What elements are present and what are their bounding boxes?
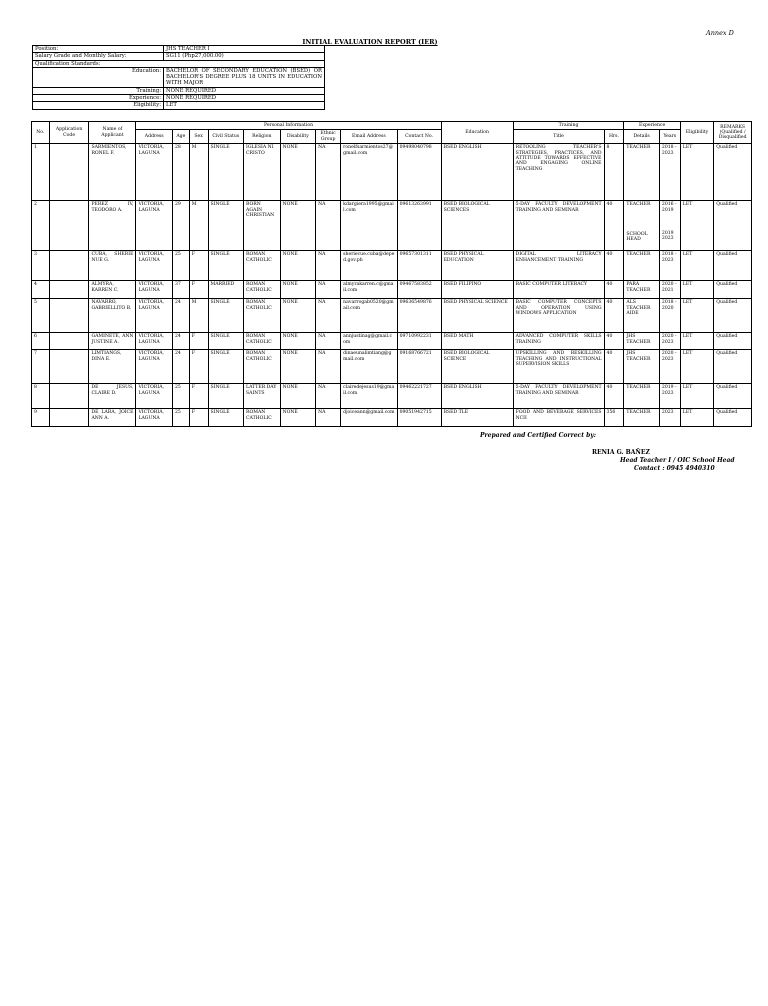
cell-contact: 09168766721 bbox=[397, 350, 441, 384]
cell-sex: F bbox=[189, 384, 208, 409]
header-disability: Disability bbox=[280, 130, 316, 144]
header-exp-details: Details bbox=[624, 130, 660, 144]
cell-age: 24 bbox=[173, 299, 190, 333]
cell-education: BSED PHYSICAL EDUCATION bbox=[441, 251, 513, 281]
cell-disability: NONE bbox=[280, 144, 316, 201]
cell-exp-details: TEACHER bbox=[624, 144, 660, 201]
signatory-name: RENIA G. BAÑEZ bbox=[592, 449, 650, 456]
eligibility-label: Eligibility: bbox=[33, 102, 164, 109]
cell-exp-details: TEACHER bbox=[624, 409, 660, 427]
exp-detail-2: SCHOOL HEAD bbox=[626, 231, 648, 243]
cell-training-title: RETOOLING TEACHER'S STRATEGIES, PRACTICES, AND ATTITUDE TOWARDS EFFECTIVE AND ENGAGING ONLINE TEACHING bbox=[513, 144, 604, 201]
cell-sex: F bbox=[189, 251, 208, 281]
table-row bbox=[32, 299, 752, 333]
cell-exp-details: TEACHER bbox=[624, 384, 660, 409]
cell-training-hrs: 40 bbox=[604, 251, 624, 281]
cell-address: VICTORIA, LAGUNA bbox=[136, 350, 173, 384]
cell-name: GAMINETE, ANN JUSTINE A. bbox=[89, 333, 136, 350]
cell-training-title: 5-DAY FACULTY DEVELOPMENT TRAINING AND SEMINAR bbox=[513, 201, 604, 251]
cell-sex: M bbox=[189, 299, 208, 333]
cell-app-code bbox=[49, 144, 89, 201]
cell-exp-details: JHS TEACHER bbox=[624, 333, 660, 350]
cell-ethnic-group: NA bbox=[316, 299, 341, 333]
cell-training-title: FOOD AND BEVERAGE SERVICES NCII bbox=[513, 409, 604, 427]
cell-training-title: ADVANCED COMPUTER SKILLS TRAINING bbox=[513, 333, 604, 350]
cell-remarks: Qualified bbox=[714, 333, 752, 350]
cell-training-hrs: 40 bbox=[604, 299, 624, 333]
cell-email: sheriecue.cuba@deped.gov.ph bbox=[341, 251, 397, 281]
cell-exp-years: 2020 - 2023 bbox=[659, 350, 680, 384]
header-education: Education bbox=[441, 122, 513, 144]
cell-app-code bbox=[49, 281, 89, 299]
cell-religion: ROMAN CATHOLIC bbox=[244, 333, 281, 350]
header-address: Address bbox=[136, 130, 173, 144]
cell-eligibility: LET bbox=[680, 350, 713, 384]
prepared-by-label: Prepared and Certified Correct by: bbox=[480, 432, 596, 439]
cell-remarks: Qualified bbox=[714, 384, 752, 409]
cell-age: 24 bbox=[173, 333, 190, 350]
cell-contact: 09467583852 bbox=[397, 281, 441, 299]
header-experience: Experience bbox=[624, 122, 680, 130]
cell-name: DE JESUS, CLAIRE D. bbox=[89, 384, 136, 409]
cell-sex: F bbox=[189, 350, 208, 384]
cell-exp-details: PARA TEACHER bbox=[624, 281, 660, 299]
cell-ethnic-group: NA bbox=[316, 251, 341, 281]
table-row bbox=[32, 281, 752, 299]
cell-address: VICTORIA, LAGUNA bbox=[136, 144, 173, 201]
cell-ethnic-group: NA bbox=[316, 409, 341, 427]
cell-app-code bbox=[49, 409, 89, 427]
report-title: INITIAL EVALUATION REPORT (IER) bbox=[302, 38, 438, 46]
cell-sex: F bbox=[189, 281, 208, 299]
cell-name: ALMYRA, KARREN C. bbox=[89, 281, 136, 299]
cell-religion: ROMAN CATHOLIC bbox=[244, 299, 281, 333]
cell-training-hrs: 40 bbox=[604, 384, 624, 409]
cell-age: 25 bbox=[173, 384, 190, 409]
cell-app-code bbox=[49, 333, 89, 350]
cell-civil-status: SINGLE bbox=[208, 251, 244, 281]
cell-email: clairedejesus19@gmail.com bbox=[341, 384, 397, 409]
cell-exp-details: TEACHER bbox=[624, 251, 660, 281]
cell-civil-status: SINGLE bbox=[208, 144, 244, 201]
cell-civil-status: SINGLE bbox=[208, 350, 244, 384]
cell-contact: 09657301311 bbox=[397, 251, 441, 281]
cell-name: CUBA, SHERIE NUE G. bbox=[89, 251, 136, 281]
cell-contact: 09636549876 bbox=[397, 299, 441, 333]
header-remarks: REMARKS (Qualified / Disqualified bbox=[714, 122, 752, 144]
cell-age: 24 bbox=[173, 350, 190, 384]
cell-email: navarrogab0520@gmail.com bbox=[341, 299, 397, 333]
cell-eligibility: LET bbox=[680, 384, 713, 409]
cell-eligibility: LET bbox=[680, 251, 713, 281]
cell-no: 4 bbox=[32, 281, 50, 299]
cell-remarks: Qualified bbox=[714, 299, 752, 333]
cell-no: 9 bbox=[32, 409, 50, 427]
annex-label: Annex D bbox=[706, 29, 734, 37]
cell-civil-status: SINGLE bbox=[208, 299, 244, 333]
cell-religion: LATTER DAY SAINTS bbox=[244, 384, 281, 409]
cell-exp-years: 2019 - 2023 bbox=[659, 384, 680, 409]
cell-training-title: DIGITAL LITERACY ENHANCEMENT TRAINING bbox=[513, 251, 604, 281]
cell-remarks: Qualified bbox=[714, 251, 752, 281]
cell-education: BSED ENGLISH bbox=[441, 144, 513, 201]
cell-exp-years: 2018 - 2023 bbox=[659, 251, 680, 281]
cell-training-title: BASIC COMPUTER CONCEPTS AND OPERATION USING WINDOWS APPLICATION bbox=[513, 299, 604, 333]
training-value: NONE REQUIRED bbox=[164, 87, 325, 94]
table-row bbox=[32, 201, 752, 251]
position-value: JHS TEACHER I bbox=[164, 46, 325, 53]
cell-no: 8 bbox=[32, 384, 50, 409]
cell-disability: NONE bbox=[280, 201, 316, 251]
cell-age: 37 bbox=[173, 281, 190, 299]
training-label: Training: bbox=[33, 87, 164, 94]
header-exp-years: Years bbox=[659, 130, 680, 144]
cell-eligibility: LET bbox=[680, 409, 713, 427]
cell-religion: ROMAN CATHOLIC bbox=[244, 281, 281, 299]
header-personal: Personal Information bbox=[136, 122, 441, 130]
signatory-position: Head Teacher I / OIC School Head bbox=[620, 457, 735, 464]
cell-contact: 09498040798 bbox=[397, 144, 441, 201]
education-value: BACHELOR OF SECONDARY EDUCATION (BSED) OR BACHELOR'S DEGREE PLUS 18 UNITS IN EDUCATION WITH MAJOR bbox=[164, 67, 325, 87]
cell-eligibility: LET bbox=[680, 201, 713, 251]
standards-label: Qualification Standards: bbox=[33, 60, 325, 67]
header-ethnic-group: Ethnic Group bbox=[316, 130, 341, 144]
cell-disability: NONE bbox=[280, 350, 316, 384]
header-contact: Contact No. bbox=[397, 130, 441, 144]
cell-training-hrs: 40 bbox=[604, 281, 624, 299]
header-app-code: Application Code bbox=[49, 122, 89, 144]
cell-email: kdargiera1995@gmail.com bbox=[341, 201, 397, 251]
cell-app-code bbox=[49, 350, 89, 384]
cell-email: almyrakarren.c@gmail.com bbox=[341, 281, 397, 299]
cell-civil-status: SINGLE bbox=[208, 333, 244, 350]
experience-label: Experience: bbox=[33, 95, 164, 102]
cell-exp-years: 2018 - 2020 bbox=[659, 299, 680, 333]
cell-disability: NONE bbox=[280, 299, 316, 333]
cell-contact: 09462221727 bbox=[397, 384, 441, 409]
cell-exp-years bbox=[659, 201, 680, 251]
cell-religion: ROMAN CATHOLIC bbox=[244, 350, 281, 384]
cell-training-title: 5-DAY FACULTY DEVELOPMENT TRAINING AND SEMINAR bbox=[513, 384, 604, 409]
cell-exp-details: JHS TEACHER bbox=[624, 350, 660, 384]
cell-disability: NONE bbox=[280, 281, 316, 299]
cell-address: VICTORIA, LAGUNA bbox=[136, 333, 173, 350]
cell-remarks: Qualified bbox=[714, 201, 752, 251]
cell-eligibility: LET bbox=[680, 333, 713, 350]
table-row bbox=[32, 409, 752, 427]
cell-no: 1 bbox=[32, 144, 50, 201]
cell-exp-details bbox=[624, 201, 660, 251]
cell-disability: NONE bbox=[280, 409, 316, 427]
experience-value: NONE REQUIRED bbox=[164, 95, 325, 102]
cell-app-code bbox=[49, 201, 89, 251]
cell-contact: 09613263991 bbox=[397, 201, 441, 251]
cell-contact: 09051942715 bbox=[397, 409, 441, 427]
cell-civil-status: SINGLE bbox=[208, 201, 244, 251]
header-name: Name of Applicant bbox=[89, 122, 136, 144]
cell-name: LIMTIANGS, DINA E. bbox=[89, 350, 136, 384]
cell-email: ronelfsarmientos27@gmail.com bbox=[341, 144, 397, 201]
table-row bbox=[32, 384, 752, 409]
cell-ethnic-group: NA bbox=[316, 201, 341, 251]
cell-name: SARMIENTOS, RONEL F. bbox=[89, 144, 136, 201]
cell-sex: F bbox=[189, 409, 208, 427]
cell-ethnic-group: NA bbox=[316, 281, 341, 299]
salary-value: SG11 (Php27,000.00) bbox=[164, 53, 325, 60]
cell-education: BSED BIOLOGICAL SCIENCE bbox=[441, 350, 513, 384]
cell-disability: NONE bbox=[280, 251, 316, 281]
cell-eligibility: LET bbox=[680, 281, 713, 299]
header-age: Age bbox=[173, 130, 190, 144]
cell-remarks: Qualified bbox=[714, 350, 752, 384]
cell-no: 2 bbox=[32, 201, 50, 251]
table-row bbox=[32, 350, 752, 384]
cell-sex: M bbox=[189, 201, 208, 251]
cell-contact: 09710992231 bbox=[397, 333, 441, 350]
cell-sex: M bbox=[189, 144, 208, 201]
header-no: No. bbox=[32, 122, 50, 144]
cell-religion: BORN AGAIN CHRISTIAN bbox=[244, 201, 281, 251]
cell-ethnic-group: NA bbox=[316, 333, 341, 350]
header-sex: Sex bbox=[189, 130, 208, 144]
cell-training-hrs: 40 bbox=[604, 350, 624, 384]
table-row bbox=[32, 144, 752, 201]
cell-no: 7 bbox=[32, 350, 50, 384]
cell-app-code bbox=[49, 384, 89, 409]
cell-age: 29 bbox=[173, 201, 190, 251]
cell-email: dinaeunalimtiang@gmail.com bbox=[341, 350, 397, 384]
cell-training-hrs: 40 bbox=[604, 201, 624, 251]
cell-education: BSED BIOLOGICAL SCIENCES bbox=[441, 201, 513, 251]
cell-training-hrs: 40 bbox=[604, 333, 624, 350]
header-civil-status: Civil Status bbox=[208, 130, 244, 144]
cell-education: BSED FILIPINO bbox=[441, 281, 513, 299]
cell-religion: ROMAN CATHOLIC bbox=[244, 251, 281, 281]
cell-age: 25 bbox=[173, 251, 190, 281]
cell-ethnic-group: NA bbox=[316, 384, 341, 409]
cell-education: BSED MATH bbox=[441, 333, 513, 350]
cell-name: PEREZ IV, TEODORO A. bbox=[89, 201, 136, 251]
table-row bbox=[32, 333, 752, 350]
exp-years-2: 2019 2023 bbox=[661, 231, 674, 242]
salary-label: Salary Grade and Monthly Salary: bbox=[33, 53, 164, 60]
cell-address: VICTORIA, LAGUNA bbox=[136, 251, 173, 281]
cell-education: BSED PHYSICAL SCIENCE bbox=[441, 299, 513, 333]
cell-training-title: BASIC COMPUTER LITERACY bbox=[513, 281, 604, 299]
cell-exp-years: 2023 bbox=[659, 409, 680, 427]
cell-app-code bbox=[49, 299, 89, 333]
cell-civil-status: SINGLE bbox=[208, 384, 244, 409]
cell-remarks: Qualified bbox=[714, 144, 752, 201]
header-training-title: Title bbox=[513, 130, 604, 144]
cell-address: VICTORIA, LAGUNA bbox=[136, 281, 173, 299]
cell-address: VICTORIA, LAGUNA bbox=[136, 384, 173, 409]
cell-no: 5 bbox=[32, 299, 50, 333]
cell-sex: F bbox=[189, 333, 208, 350]
cell-name: DE LARA, JOICE ANN A. bbox=[89, 409, 136, 427]
cell-education: BSED ENGLISH bbox=[441, 384, 513, 409]
cell-eligibility: LET bbox=[680, 299, 713, 333]
cell-training-hrs: 356 bbox=[604, 409, 624, 427]
cell-exp-years: 2020 - 2021 bbox=[659, 281, 680, 299]
header-religion: Religion bbox=[244, 130, 281, 144]
cell-address: VICTORIA, LAGUNA bbox=[136, 299, 173, 333]
cell-age: 28 bbox=[173, 144, 190, 201]
qualification-table bbox=[32, 45, 325, 110]
cell-civil-status: SINGLE bbox=[208, 409, 244, 427]
cell-email: djoiceann@gmail.com bbox=[341, 409, 397, 427]
cell-exp-years: 2020 - 2023 bbox=[659, 333, 680, 350]
cell-exp-years: 2018 - 2023 bbox=[659, 144, 680, 201]
cell-religion: IGLESIA NI CRISTO bbox=[244, 144, 281, 201]
cell-eligibility: LET bbox=[680, 144, 713, 201]
cell-training-hrs: 8 bbox=[604, 144, 624, 201]
cell-ethnic-group: NA bbox=[316, 350, 341, 384]
header-eligibility: Eligibility bbox=[680, 122, 713, 144]
cell-remarks: Qualified bbox=[714, 409, 752, 427]
cell-no: 6 bbox=[32, 333, 50, 350]
signatory-contact: Contact : 0945 4940310 bbox=[634, 465, 715, 472]
header-email: Email Address bbox=[341, 130, 397, 144]
cell-training-title: UPSKILLING AND RESKILLING TEACHING AND INSTRUCTIONAL SUPERVISION SKILLS bbox=[513, 350, 604, 384]
cell-disability: NONE bbox=[280, 333, 316, 350]
cell-name: NAVARRO, GABRIELLITO B. bbox=[89, 299, 136, 333]
eligibility-value: LET bbox=[164, 102, 325, 109]
cell-education: BSED TLE bbox=[441, 409, 513, 427]
cell-disability: NONE bbox=[280, 384, 316, 409]
cell-no: 3 bbox=[32, 251, 50, 281]
cell-app-code bbox=[49, 251, 89, 281]
header-training: Training bbox=[513, 122, 624, 130]
cell-email: annjustinag@gmail.com bbox=[341, 333, 397, 350]
applicants-rows bbox=[32, 144, 752, 427]
position-label: Position: bbox=[33, 46, 164, 53]
cell-exp-details: ALS TEACHER AIDE bbox=[624, 299, 660, 333]
cell-address: VICTORIA, LAGUNA bbox=[136, 201, 173, 251]
cell-age: 25 bbox=[173, 409, 190, 427]
exp-detail-1: TEACHER bbox=[626, 202, 651, 208]
cell-religion: ROMAN CATHOLIC bbox=[244, 409, 281, 427]
header-training-hrs: Hrs. bbox=[604, 130, 624, 144]
table-row bbox=[32, 251, 752, 281]
cell-ethnic-group: NA bbox=[316, 144, 341, 201]
cell-address: VICTORIA, LAGUNA bbox=[136, 409, 173, 427]
cell-civil-status: MARRIED bbox=[208, 281, 244, 299]
exp-years-1: 2016 - 2019 bbox=[661, 202, 677, 213]
cell-remarks: Qualified bbox=[714, 281, 752, 299]
applicants-table bbox=[31, 121, 752, 427]
education-label: Education: bbox=[33, 67, 164, 87]
